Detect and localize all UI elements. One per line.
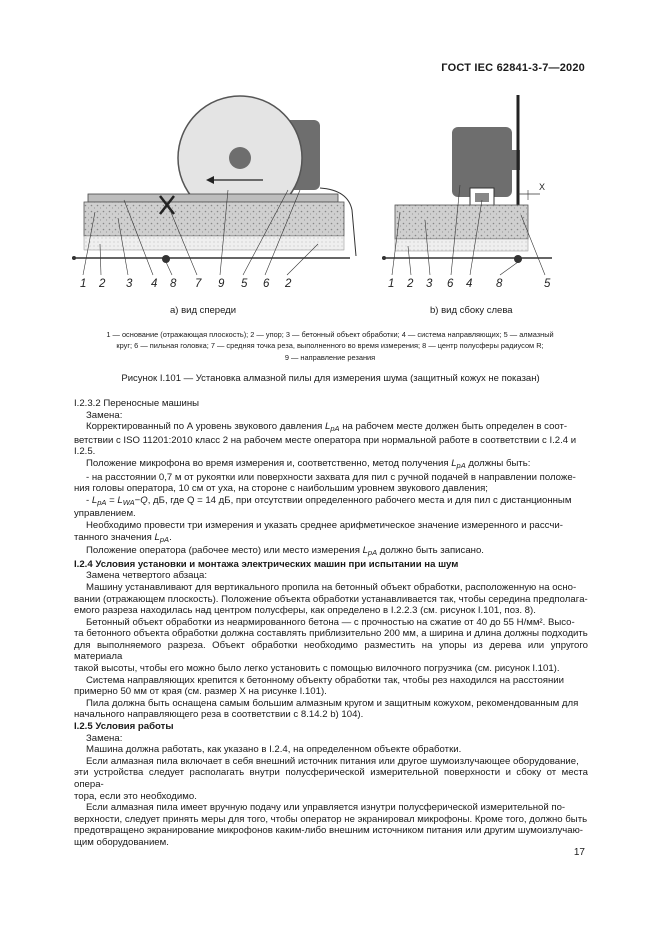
text-line: такой высоты, чтобы его можно было легко установить с помощью вилочного погрузчика (см. рисунок I.101). xyxy=(74,663,560,675)
standard-header: ГОСТ IEC 62841-3-7—2020 xyxy=(441,62,585,74)
figure-title: Рисунок I.101 — Установка алмазной пилы для измерения шума (защитный кожух не показан) xyxy=(121,373,540,384)
text-line: ния головы оператора, 10 см от уха, на стороне с наибольшим уровнем звукового давления; xyxy=(74,483,488,495)
text-line: ветствии с ISO 11201:2010 класс 2 на рабочем месте оператора при нормальной работе в соответствии с I.2.4 и xyxy=(74,434,577,446)
label: 1 xyxy=(80,278,87,290)
text-line: Система направляющих крепится к бетонному объекту обработки так, чтобы рез находился на расстоянии xyxy=(86,674,564,686)
text-line: начального направляющего реза в соответствии с 8.14.2 b) 104). xyxy=(74,709,364,721)
label: 9 xyxy=(218,278,225,290)
label: 3 xyxy=(426,278,433,290)
text-line: емого разреза находилась над центром полусферы, как определено в I.2.2.3 (см. рисунок I.101, поз. 8). xyxy=(74,605,536,617)
text-line: Замена четвертого абзаца: xyxy=(86,570,207,582)
front-view xyxy=(72,96,356,290)
text-line: Бетонный объект обработки из неармированного бетона — с прочностью на сжатие от 40 до 55 Н/мм². Высо- xyxy=(86,616,575,628)
guide-rail xyxy=(88,194,338,202)
text-line: - $L_{pA} = L_{WA}-Q$, дБ, где Q = 14 дБ, при отсутствии определенного рабочего места и для пил с дистанционным xyxy=(86,494,572,507)
text-line: Машину устанавливают для вертикального пропила на бетонный объект обработки, расположенную на осно- xyxy=(86,581,577,593)
text-line: I.2.5. xyxy=(74,446,96,458)
label: 8 xyxy=(496,278,503,290)
label: 2 xyxy=(99,278,106,290)
side-view xyxy=(382,95,552,290)
label: 4 xyxy=(466,278,473,290)
page-number: 17 xyxy=(573,847,585,858)
legend-line: 1 — основание (отражающая плоскость); 2 — упор; 3 — бетонный объект обработки; 4 — система направляющих; 5 — алмазный xyxy=(106,330,554,339)
section-heading: I.2.3.2 Переносные машины xyxy=(74,398,200,409)
section-heading: I.2.4 Условия установки и монтажа электрических машин при испытании на шум xyxy=(74,558,459,570)
text-line: вании (отражающем плоскость). Положение объекта обработки устанавливается так, чтобы середина предполагa- xyxy=(74,593,588,605)
text-line: Если алмазная пила имеет вручную подачу или управляется изнутри полусферической измерительной по- xyxy=(86,802,566,814)
text-line: Замена: xyxy=(86,409,123,421)
body-text xyxy=(74,398,588,849)
text-line: щим оборудованием. xyxy=(74,836,169,848)
text-line: танного значения $L_{pA}$. xyxy=(74,531,172,544)
figure-legend xyxy=(72,329,588,363)
label: 5 xyxy=(544,278,551,290)
text-line: Замена: xyxy=(86,732,123,744)
motor-housing-side xyxy=(452,127,512,197)
legend-line: круг; 6 — пильная головка; 7 — средняя точка реза, выполненного во время измерения; 8 — центр полусферы радиусом R; xyxy=(116,341,544,351)
text-line: Машина должна работать, как указано в I.2.4, на определенном объекте обработки. xyxy=(86,744,462,756)
text-line: для выполняемого разреза. Объект обработки необходимо разместить на упоры из дерева или упругого материала xyxy=(74,639,588,663)
label: 1 xyxy=(388,278,395,290)
section-heading: I.2.5 Условия работы xyxy=(74,721,174,733)
text-line: эти устройства следует располагать внутри полусферической измерительной поверхности и сбоку от места опера- xyxy=(74,767,588,790)
text-line: Пила должна быть оснащена самым большим алмазным кругом и защитным кожухом, рекомендованным для xyxy=(86,697,579,709)
label: 2 xyxy=(285,278,292,290)
text-line: примерно 50 мм от края (см. размер X на рисунке I.101). xyxy=(74,686,327,698)
text-line: Корректированный по А уровень звукового давления $L_{pA}$ на рабочем месте должен быть определен в соот- xyxy=(86,421,568,434)
text-line: предотвращено экранирование микрофонов каким-либо внешним источником питания или другим шумоизлучаю- xyxy=(74,825,583,837)
text-line: Положение оператора (рабочее место) или место измерения $L_{pA}$ должно быть записано. xyxy=(86,545,484,558)
text-line: Необходимо провести три измерения и указать среднее арифметическое значение измеренного и рассчи- xyxy=(86,519,563,531)
text-line: управлением. xyxy=(74,508,136,520)
x-dimension: X xyxy=(539,182,546,192)
label: 6 xyxy=(263,278,270,290)
label: 5 xyxy=(241,278,248,290)
label: 2 xyxy=(407,278,414,290)
label: 6 xyxy=(447,278,454,290)
blade-hub xyxy=(229,147,251,169)
label: 3 xyxy=(126,278,133,290)
figure-drawing xyxy=(0,0,661,330)
concrete-workpiece xyxy=(84,202,344,236)
text-line: - на расстоянии 0,7 м от рукоятки или поверхности захвата для пил с ручной подачей в направлении положе- xyxy=(86,471,576,483)
label: 7 xyxy=(195,278,202,290)
text-line: тора, если это необходимо. xyxy=(74,790,197,802)
legend-line: 9 — направление резания xyxy=(284,352,376,362)
text-line: Положение микрофона во время измерения и, соответственно, метод получения $L_{pA}$ должны быть: xyxy=(86,457,531,470)
caption-front: a) вид спереди xyxy=(170,305,237,316)
label: 8 xyxy=(170,278,177,290)
text-line: та бетонного объекта обработки должна составлять приблизительно 200 мм, а ширина и длина должны подходить xyxy=(74,628,588,640)
label: 4 xyxy=(151,278,158,290)
caption-side: b) вид сбоку слева xyxy=(430,305,513,316)
text-line: Если алмазная пила включает в себя внешний источник питания или другое шумоизлучающее оборудование, xyxy=(86,755,579,767)
text-line: верхности, следует принять меры для того, чтобы оператор не экранировал микрофоны. Кроме того, должно быть xyxy=(74,813,588,825)
